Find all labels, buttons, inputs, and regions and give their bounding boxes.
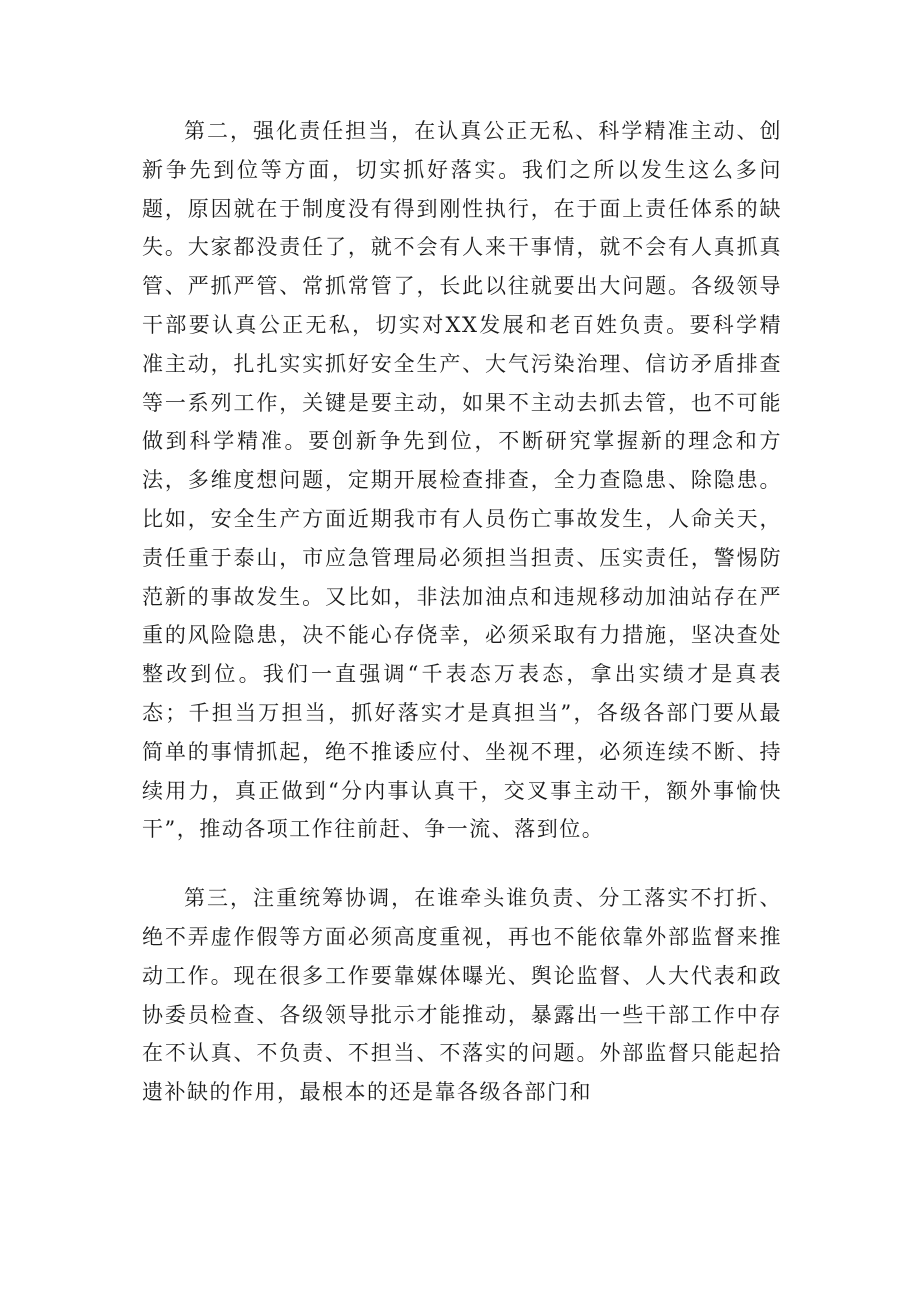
paragraph-second-point: 第二，强化责任担当，在认真公正无私、科学精准主动、创新争先到位等方面，切实抓好落实。我们之所以发生这么多问题，原因就在于制度没有得到刚性执行，在于面上责任体系的缺失。大家都没责任了，就不会有人来干事情，就不会有人真抓真管、严抓严管、常抓常管了，长此以往就要出大问题。各级领导干部要认真公正无私，切实对XX发展和老百姓负责。要科学精准主动，扎扎实实抓好安全生产、大气污染治理、信访矛盾排查等一系列工作，关键是要主动，如果不主动去抓去管，也不可能做到科学精准。要创新争先到位，不断研究掌握新的理念和方法，多维度想问题，定期开展检查排查，全力查隐患、除隐患。比如，安全生产方面近期我市有人员伤亡事故发生，人命关天，责任重于泰山，市应急管理局必须担当担责、压实责任，警惕防范新的事故发生。又比如，非法加油点和违规移动加油站存在严重的风险隐患，决不能心存侥幸，必须采取有力措施，坚决查处整改到位。我们一直强调“千表态万表态，拿出实绩才是真表态；千担当万担当，抓好落实才是真担当”，各级各部门要从最简单的事情抓起，绝不推诿应付、坐视不理，必须连续不断、持续用力，真正做到“分内事认真干，交叉事主动干，额外事愉快干”，推动各项工作往前赶、争一流、落到位。 bbox=[142, 119, 782, 842]
paragraph-third-point: 第三，注重统筹协调，在谁牵头谁负责、分工落实不打折、绝不弄虚作假等方面必须高度重视，再也不能依靠外部监督来推动工作。现在很多工作要靠媒体曝光、舆论监督、人大代表和政协委员检查、各级领导批示才能推动，暴露出一些干部工作中存在不认真、不负责、不担当、不落实的问题。外部监督只能起拾遗补缺的作用，最根本的还是靠各级各部门和 bbox=[142, 886, 782, 1105]
document-body bbox=[142, 112, 782, 1112]
